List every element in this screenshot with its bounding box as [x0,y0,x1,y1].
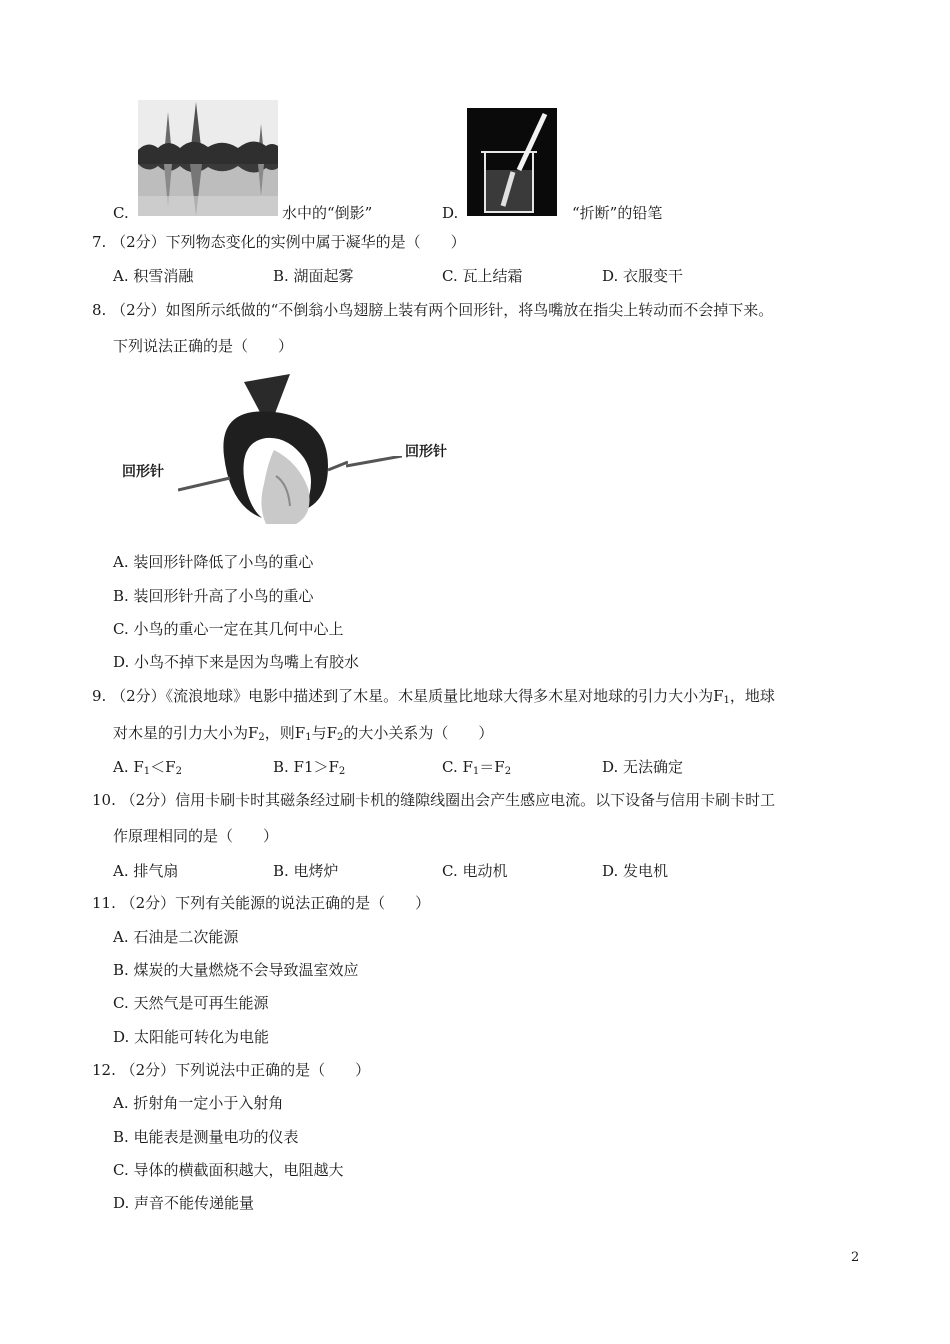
q11-stem: 11. （2分）下列有关能源的说法正确的是（ ） [92,894,431,912]
q12-option-b: B. 电能表是测量电功的仪表 [113,1128,299,1146]
q8-option-b: B. 装回形针升高了小鸟的重心 [113,587,314,605]
q9-stem-line2-sub2: 1 [305,732,312,743]
q9-option-c-pre: C. F [442,758,473,776]
q9-option-a-sub2: 2 [175,766,182,777]
q6-option-d-letter: D. [442,204,459,222]
q10-option-a: A. 排气扇 [113,862,179,880]
pagoda-reflection-drawing [138,100,278,216]
q9-stem-line1-a: 9. （2分）《流浪地球》电影中描述到了木星。木星质量比地球大得多木星对地球的引力大小为F [92,687,724,705]
tumbler-bird-figure [178,366,348,528]
q9-stem-line2 [113,723,493,748]
q9-option-c-sub1: 1 [472,766,480,777]
q7-option-d: D. 衣服变干 [602,267,684,285]
q9-stem-line2-a: 对木星的引力大小为F [113,724,259,742]
q6-option-c-letter: C. [113,204,129,222]
q9-option-c [442,757,511,782]
q9-option-b-sub: 2 [338,766,346,777]
page-number: 2 [851,1250,860,1265]
q9-option-c-sub2: 2 [504,766,512,777]
q9-option-a-sub1: 1 [143,766,151,777]
q11-option-c: C. 天然气是可再生能源 [113,994,269,1012]
q9-option-c-mid: ＝F [479,758,505,776]
q9-stem-line1-b: ，地球 [729,687,775,705]
q11-option-d: D. 太阳能可转化为电能 [113,1028,270,1046]
q8-option-a: A. 装回形针降低了小鸟的重心 [113,553,314,571]
q7-option-c: C. 瓦上结霜 [442,267,523,285]
q6-option-c-text: 水中的“倒影” [282,204,373,222]
q12-option-c: C. 导体的横截面积越大，电阻越大 [113,1161,344,1179]
q8-figure-label-left: 回形针 [122,464,164,480]
q9-stem-line2-sub1: 2 [258,732,265,743]
q10-option-d: D. 发电机 [602,862,669,880]
q8-figure-label-right: 回形针 [405,444,447,460]
broken-pencil-image [467,108,557,216]
pagoda-reflection-image [138,100,278,216]
q9-option-d: D. 无法确定 [602,758,684,776]
q8-option-c: C. 小鸟的重心一定在其几何中心上 [113,620,344,638]
q9-stem-line1-sub: 1 [723,695,730,706]
q8-stem-line2: 下列说法正确的是（ ） [113,337,294,355]
q9-stem-line1 [92,686,775,711]
q7-option-a: A. 积雪消融 [113,267,194,285]
tumbler-bird-drawing [178,366,348,528]
q10-stem-line2: 作原理相同的是（ ） [113,827,279,845]
q6-option-d-text: “折断”的铅笔 [572,204,663,222]
q7-stem: 7. （2分）下列物态变化的实例中属于凝华的是（ ） [92,233,466,251]
q9-stem-line2-b: ，则F [264,724,306,742]
q12-stem: 12. （2分）下列说法中正确的是（ ） [92,1061,371,1079]
paperclip-wire-right [346,456,402,476]
q9-option-a-pre: A. F [113,758,144,776]
q9-stem-line2-sub3: 2 [337,732,344,743]
q8-option-d: D. 小鸟不掉下来是因为鸟嘴上有胶水 [113,653,360,671]
paperclip-wire-right-drawing [346,456,402,476]
q11-option-a: A. 石油是二次能源 [113,928,239,946]
q9-stem-line2-d: 的大小关系为（ ） [343,724,494,742]
q9-option-b [273,757,345,782]
q9-option-a [113,757,182,782]
q8-stem-line1: 8. （2分）如图所示纸做的“不倒翁小鸟翅膀上装有两个回形针，将鸟嘴放在指尖上转动而不会掉下来。 [92,301,774,319]
q10-stem-line1: 10. （2分）信用卡刷卡时其磁条经过刷卡机的缝隙线圈出会产生感应电流。以下设备与信用卡刷卡时工 [92,791,776,809]
broken-pencil-drawing [467,108,557,216]
q11-option-b: B. 煤炭的大量燃烧不会导致温室效应 [113,961,359,979]
q9-option-b-pre: B. F1＞F [273,758,339,776]
q9-option-a-mid: ＜F [150,758,176,776]
q12-option-a: A. 折射角一定小于入射角 [113,1094,284,1112]
q10-option-c: C. 电动机 [442,862,508,880]
q12-option-d: D. 声音不能传递能量 [113,1194,255,1212]
q9-stem-line2-c: 与F [311,724,338,742]
q10-option-b: B. 电烤炉 [273,862,339,880]
q7-option-b: B. 湖面起雾 [273,267,354,285]
